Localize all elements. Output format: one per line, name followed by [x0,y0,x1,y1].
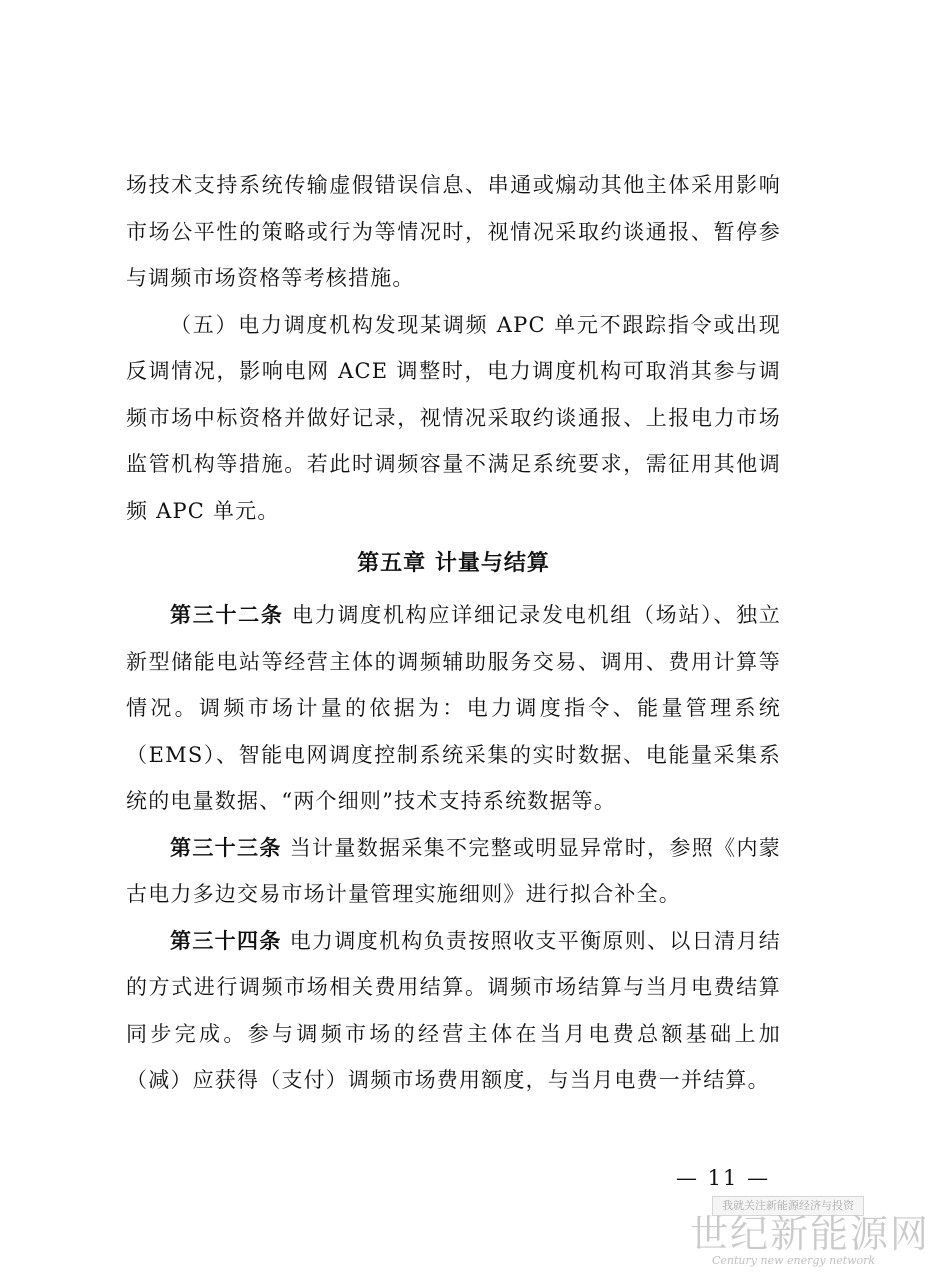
paragraph-continued: 场技术支持系统传输虚假错误信息、串通或煽动其他主体采用影响市场公平性的策略或行为等情况时，视情况采取约谈通报、暂停参与调频市场资格等考核措施。 [126,173,781,290]
article-34-number: 第三十四条 [170,928,282,953]
article-32-text: 电力调度机构应详细记录发电机组（场站）、独立新型储能电站等经营主体的调频辅助服务交易、调用、费用计算等情况。调频市场计量的依据为：电力调度指令、能量管理系统（EMS）、智能电网调度控制系统采集的实时数据、电能量采集系统的电量数据、“两个细则”技术支持系统数据等。 [126,603,781,813]
article-32-spacer [284,603,292,627]
paragraph-item-five: （五）电力调度机构发现某调频 APC 单元不跟踪指令或出现反调情况，影响电网 ACE 调整时，电力调度机构可取消其参与调频市场中标资格并做好记录，视情况采取约谈通报、上报电力市场监管机构等措施。若此时调频容量不满足系统要求，需征用其他调频 APC 单元。 [126,312,781,523]
chapter-title: 第五章 计量与结算 [357,551,550,576]
watermark-subtitle: Century new energy network [712,1254,876,1267]
article-33-number: 第三十三条 [170,835,282,860]
page-number: — 11 — [676,1166,771,1190]
article-32 [126,592,781,825]
document-body [126,162,781,1104]
watermark-banner: 我就关注新能源经济与投资 [712,1196,864,1216]
article-33-spacer [282,836,290,860]
article-34 [126,918,781,1104]
article-32-number: 第三十二条 [170,603,284,627]
watermark-logo: 世纪新能源网 [690,1212,930,1256]
article-34-text: 电力调度机构负责按照收支平衡原则、以日清月结的方式进行调频市场相关费用结算。调频市场结算与当月电费结算同步完成。参与调频市场的经营主体在当月电费总额基础上加（减）应获得（支付）调频市场费用额度，与当月电费一并结算。 [126,928,781,1092]
article-33-text: 当计量数据采集不完整或明显异常时，参照《内蒙古电力多边交易市场计量管理实施细则》进行拟合补全。 [126,835,781,906]
article-33 [126,825,781,918]
article-34-spacer [282,929,290,953]
